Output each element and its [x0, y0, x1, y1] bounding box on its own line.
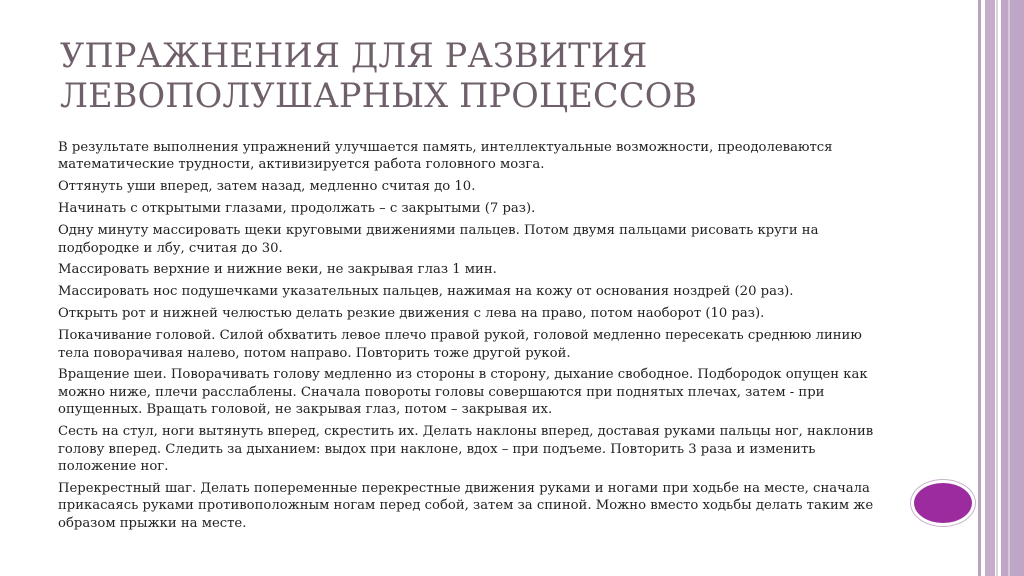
- paragraph-head-swing: Покачивание головой. Силой обхватить левое плечо правой рукой, головой медленно пересекать среднюю линию тела поворачивая налево, потом направо. Повторить тоже другой рукой.: [58, 328, 862, 361]
- paragraph-cheeks: Одну минуту массировать щеки круговыми движениями пальцев. Потом двумя пальцами рисовать круги на подбородке и лбу, считая до 30.: [58, 223, 819, 256]
- decorative-stripe: [996, 0, 998, 576]
- paragraph-eyelids: Массировать верхние и нижние веки, не закрывая глаз 1 мин.: [58, 262, 497, 278]
- paragraph-leg-bends: Сесть на стул, ноги вытянуть вперед, скрестить их. Делать наклоны вперед, доставая руками пальцы ног, наклонив голову вперед. Следить за дыханием: выдох при наклоне, вдох – при подъеме. Повторить 3 раза и изменить положение ног.: [58, 424, 874, 474]
- paragraph-cross-step: Перекрестный шаг. Делать попеременные перекрестные движения руками и ногами при ходьбе на месте, сначала прикасаясь руками противоположным ногам перед собой, затем за спиной. Можно вместо ходьбы делать таким же образом прыжки на месте.: [58, 480, 874, 531]
- decorative-stripe: [985, 0, 995, 576]
- paragraph-eyes: Начинать с открытыми глазами, продолжать – с закрытыми (7 раз).: [58, 201, 536, 217]
- decorative-stripe: [1008, 0, 1010, 576]
- paragraph-ears: Оттянуть уши вперед, затем назад, медленно считая до 10.: [58, 179, 476, 195]
- paragraph-intro: В результате выполнения упражнений улучшается память, интеллектуальные возможности, преодолеваются математические трудности, активизируется работа головного мозга.: [58, 140, 833, 173]
- slide-title: УПРАЖНЕНИЯ ДЛЯ РАЗВИТИЯ ЛЕВОПОЛУШАРНЫХ ПРОЦЕССОВ: [60, 36, 698, 115]
- decorative-stripe: [978, 0, 981, 576]
- paragraph-nose: Массировать нос подушечками указательных пальцев, нажимая на кожу от основания ноздрей (20 раз).: [58, 284, 794, 300]
- paragraph-jaw: Открыть рот и нижней челюстью делать резкие движения с лева на право, потом наоборот (10 раз).: [58, 306, 765, 322]
- slide-body: [58, 139, 888, 537]
- paragraph-neck-rotation: Вращение шеи. Поворачивать голову медленно из стороны в сторону, дыхание свободное. Подбородок опущен как можно ниже, плечи расслаблены. Сначала повороты головы совершаются при поднятых плечах, затем - при опущенных. Вращать головой, не закрывая глаз, потом – закрывая их.: [58, 367, 868, 418]
- decorative-circle-icon: [911, 480, 975, 526]
- decorative-stripe: [1001, 0, 1024, 576]
